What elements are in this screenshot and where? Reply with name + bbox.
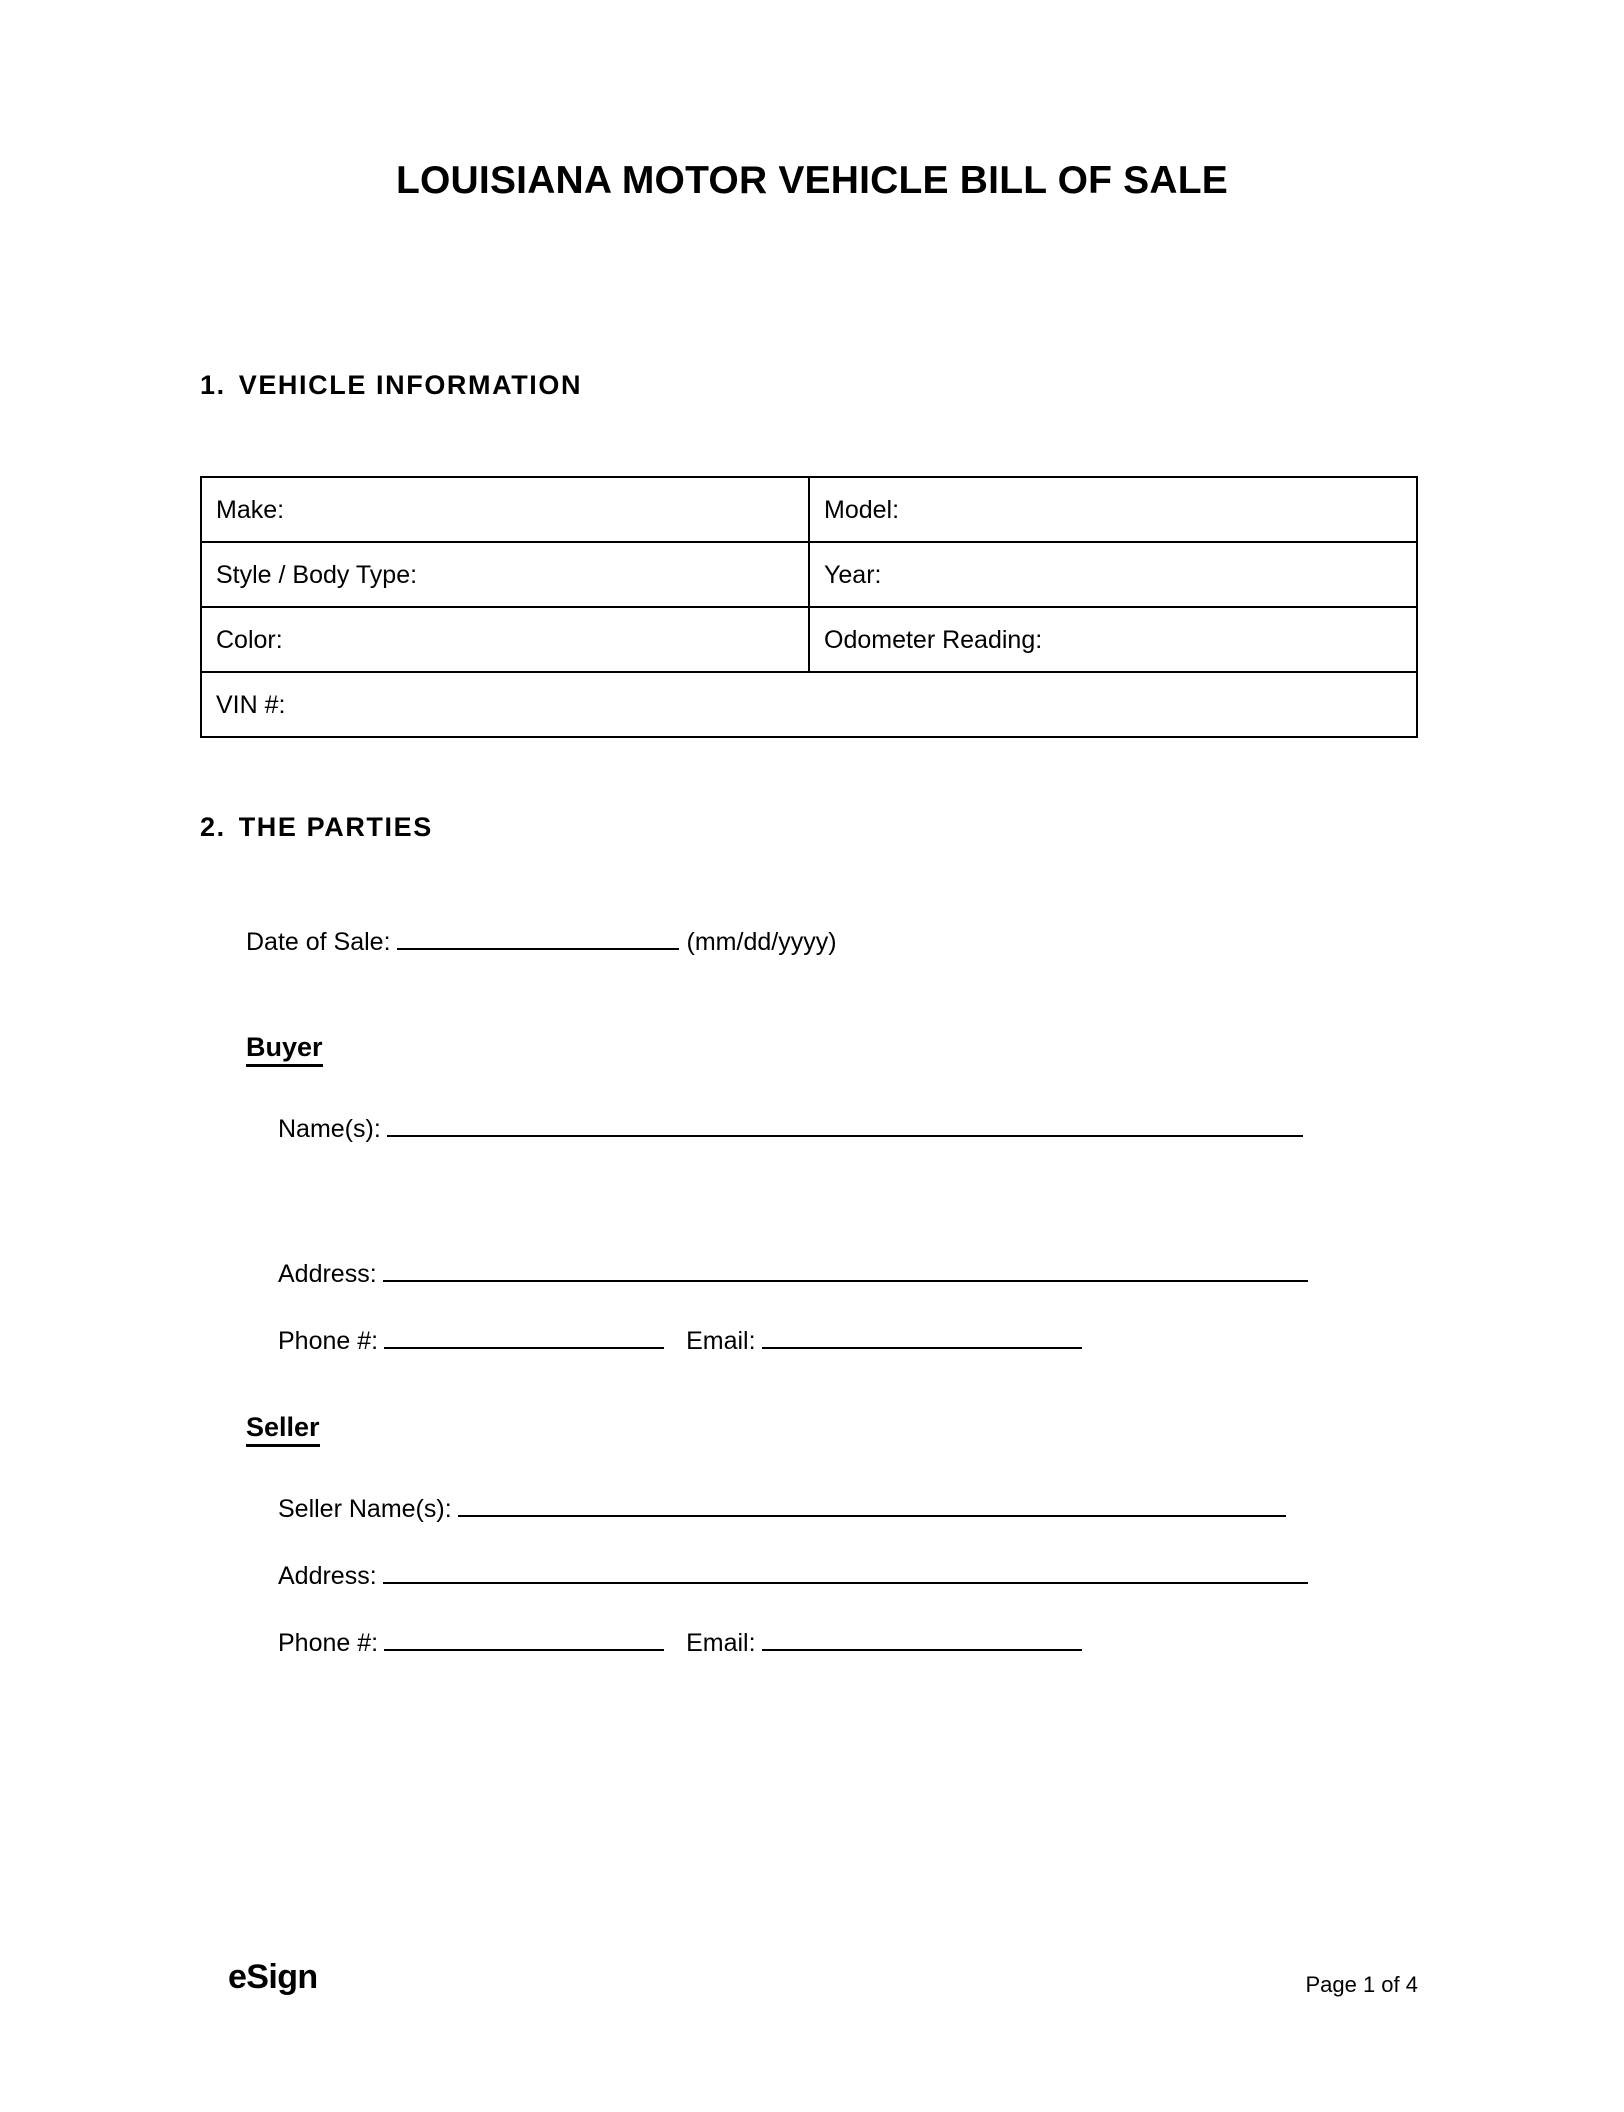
table-cell-year-label[interactable]: Year: — [809, 542, 1417, 607]
buyer-address-row — [278, 1255, 1312, 1290]
section-title: VEHICLE INFORMATION — [238, 370, 583, 400]
section-title: THE PARTIES — [238, 812, 433, 842]
seller-name-row — [278, 1490, 1290, 1525]
section-number: 1. — [200, 370, 226, 400]
date-format-hint: (mm/dd/yyyy) — [686, 928, 837, 956]
table-cell-vin-label[interactable]: VIN #: — [201, 672, 1417, 737]
page-title: LOUISIANA MOTOR VEHICLE BILL OF SALE — [395, 159, 1228, 202]
buyer-name-label: Name(s): — [278, 1115, 381, 1143]
table-cell-color-label[interactable]: Color: — [201, 607, 809, 672]
section-heading-vehicle-information — [200, 370, 582, 401]
buyer-name-row — [278, 1110, 1307, 1145]
esign-logo: eSign — [228, 1958, 318, 1996]
buyer-phone-input[interactable] — [384, 1322, 664, 1349]
buyer-name-input[interactable] — [387, 1110, 1303, 1137]
table-cell-odometer-reading-label[interactable]: Odometer Reading: — [809, 607, 1417, 672]
buyer-heading-label: Buyer — [246, 1032, 323, 1067]
seller-phone-label: Phone #: — [278, 1629, 379, 1657]
section-number: 2. — [200, 812, 226, 842]
table-row — [201, 607, 1417, 672]
table-cell-make-label[interactable]: Make: — [201, 477, 809, 542]
buyer-address-input[interactable] — [383, 1255, 1308, 1282]
section-heading-the-parties — [200, 812, 433, 843]
table-row — [201, 477, 1417, 542]
buyer-phone-label: Phone #: — [278, 1327, 379, 1355]
table-row — [201, 672, 1417, 737]
seller-name-label: Seller Name(s): — [278, 1495, 452, 1523]
date-of-sale-label: Date of Sale: — [246, 928, 391, 956]
buyer-address-label: Address: — [278, 1260, 377, 1288]
seller-phone-email-row — [278, 1624, 1086, 1659]
vehicle-information-table — [200, 476, 1418, 738]
seller-address-input[interactable] — [383, 1557, 1308, 1584]
page-number: Page 1 of 4 — [1305, 1972, 1418, 1997]
seller-heading — [246, 1412, 320, 1447]
table-cell-style-body-type-label[interactable]: Style / Body Type: — [201, 542, 809, 607]
buyer-email-input[interactable] — [762, 1322, 1082, 1349]
buyer-heading — [246, 1032, 323, 1067]
seller-address-label: Address: — [278, 1562, 377, 1590]
date-of-sale-input[interactable] — [397, 923, 679, 950]
seller-email-label: Email: — [686, 1629, 756, 1657]
seller-phone-input[interactable] — [384, 1624, 664, 1651]
seller-email-input[interactable] — [762, 1624, 1082, 1651]
date-of-sale-row — [246, 923, 837, 958]
seller-address-row — [278, 1557, 1312, 1592]
seller-heading-label: Seller — [246, 1412, 320, 1447]
buyer-email-label: Email: — [686, 1327, 756, 1355]
table-row — [201, 542, 1417, 607]
buyer-phone-email-row — [278, 1322, 1086, 1357]
seller-name-input[interactable] — [458, 1490, 1286, 1517]
table-cell-model-label[interactable]: Model: — [809, 477, 1417, 542]
